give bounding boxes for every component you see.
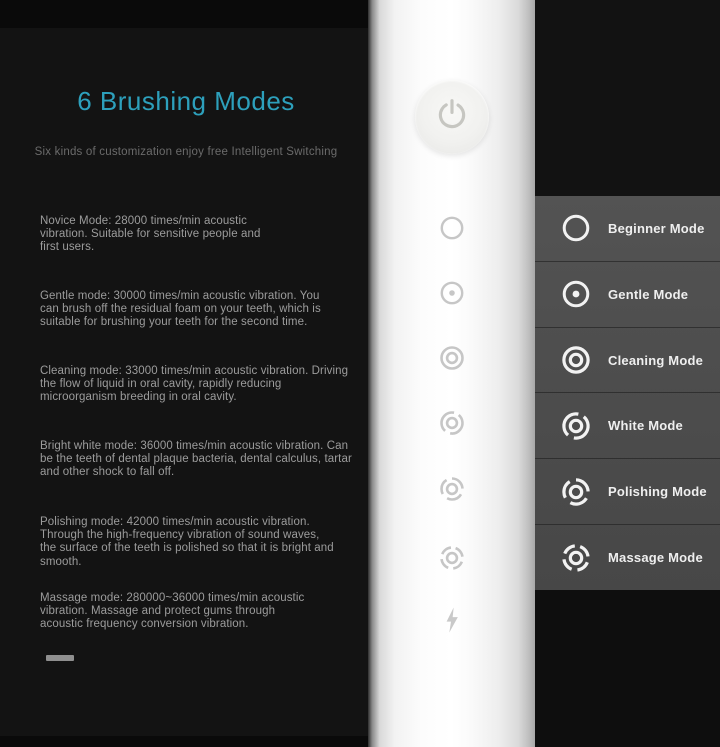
dashed-ring-2-icon [561, 411, 591, 441]
toothbrush-handle [368, 0, 535, 747]
mode-description-novice: Novice Mode: 28000 times/min acoustic vibration. Suitable for sensitive people and first users. [40, 215, 261, 254]
pagination-dash [46, 655, 74, 661]
mode-row-polishing [535, 458, 720, 524]
indicator-dashed-ring-4-icon [439, 545, 465, 571]
mode-description-gentle: Gentle mode: 30000 times/min acoustic vibration. You can brush off the residual foam on your teeth, which is suitable for brushing your teeth for the second time. [40, 290, 321, 329]
mode-description-bright-white: Bright white mode: 36000 times/min acoustic vibration. Can be the teeth of dental plaque bacteria, dental calculus, tartar and other shock to fall off. [40, 440, 352, 479]
page-subtitle: Six kinds of customization enjoy free Intelligent Switching [34, 146, 338, 158]
mode-description-cleaning: Cleaning mode: 33000 times/min acoustic vibration. Driving the flow of liquid in oral cavity, rapidly reducing microorganism breeding in oral cavity. [40, 365, 349, 404]
mode-description-massage: Massage mode: 280000~36000 times/min acoustic vibration. Massage and protect gums through acoustic frequency conversion vibration. [40, 592, 305, 631]
mode-label: Gentle Mode [608, 286, 689, 302]
mode-row-white [535, 392, 720, 458]
mode-description-polishing: Polishing mode: 42000 times/min acoustic vibration. Through the high-frequency vibration of sound waves, the surface of the teeth is polished so that it is bright and smooth. [40, 516, 334, 568]
indicator-dashed-ring-3-icon [439, 476, 465, 502]
lightning-icon [442, 606, 462, 634]
mode-row-gentle [535, 261, 720, 327]
power-icon [433, 96, 471, 139]
indicator-ring-dot-icon [439, 280, 465, 306]
mode-legend-side [535, 0, 720, 747]
legend-lower-background [535, 590, 720, 747]
mode-row-massage [535, 524, 720, 590]
mode-legend-panel [535, 196, 720, 590]
mode-label: Massage Mode [608, 550, 703, 566]
dashed-ring-3-icon [561, 477, 591, 507]
power-button [415, 80, 489, 154]
mode-label: Cleaning Mode [608, 352, 704, 368]
indicator-ring-icon [439, 215, 465, 241]
mode-label: Polishing Mode [608, 484, 707, 500]
mode-label: White Mode [608, 418, 683, 434]
mode-label: Beginner Mode [608, 220, 705, 236]
double-ring-icon [561, 345, 591, 375]
ring-dot-icon [561, 279, 591, 309]
dashed-ring-4-icon [561, 543, 591, 573]
indicator-double-ring-icon [439, 345, 465, 371]
mode-row-beginner [535, 196, 720, 261]
mode-row-cleaning [535, 327, 720, 393]
ring-icon [561, 213, 591, 243]
indicator-dashed-ring-2-icon [439, 410, 465, 436]
page-title: 6 Brushing Modes [77, 86, 295, 116]
